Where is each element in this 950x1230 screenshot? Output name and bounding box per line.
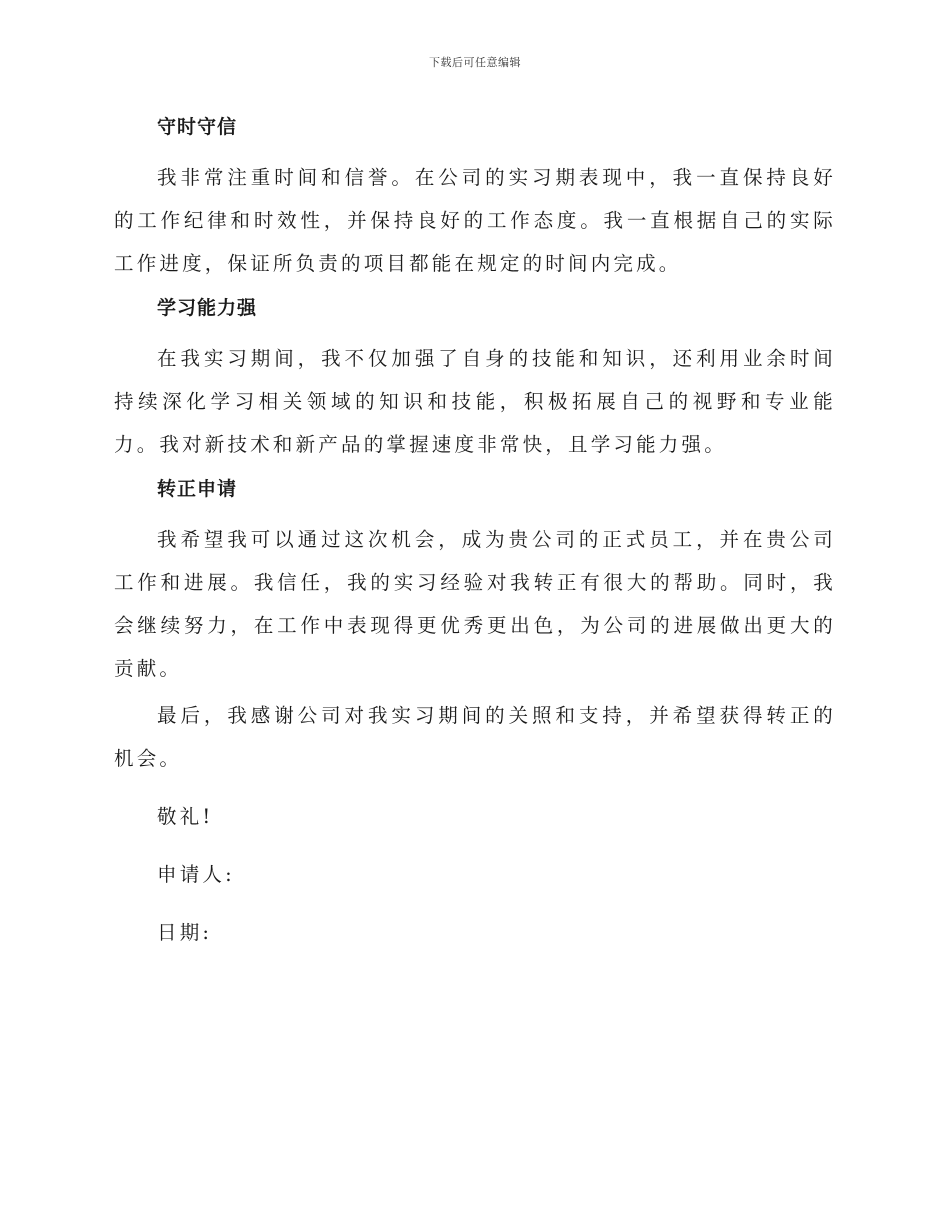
section-paragraph-learning: 在我实习期间，我不仅加强了自身的技能和知识，还利用业余时间持续深化学习相关领域的知识和技能，积极拓展自己的视野和专业能力。我对新技术和新产品的掌握速度非常快，且学习能力强。 bbox=[114, 347, 836, 456]
section-paragraph-punctuality: 我非常注重时间和信誉。在公司的实习期表现中，我一直保持良好的工作纪律和时效性，并保持良好的工作态度。我一直根据自己的实际工作进度，保证所负责的项目都能在规定的时间内完成。 bbox=[114, 166, 836, 275]
closing-salutation: 敬礼! bbox=[157, 805, 214, 828]
section-paragraph-thanks: 最后，我感谢公司对我实习期间的关照和支持，并希望获得转正的机会。 bbox=[114, 704, 836, 770]
section-paragraph-regularization: 我希望我可以通过这次机会，成为贵公司的正式员工，并在贵公司工作和进展。我信任，我的实习经验对我转正有很大的帮助。同时，我会继续努力，在工作中表现得更优秀更出色，为公司的进展做出更大的贡献。 bbox=[114, 528, 836, 680]
document-body bbox=[114, 108, 836, 969]
section-heading-punctuality: 守时守信 bbox=[157, 116, 238, 138]
section-heading-regularization: 转正申请 bbox=[157, 478, 238, 500]
applicant-label: 申请人: bbox=[157, 863, 235, 886]
section-heading-learning: 学习能力强 bbox=[157, 297, 258, 319]
date-label: 日期: bbox=[157, 921, 213, 944]
page-header-note: 下载后可任意编辑 bbox=[429, 56, 521, 69]
